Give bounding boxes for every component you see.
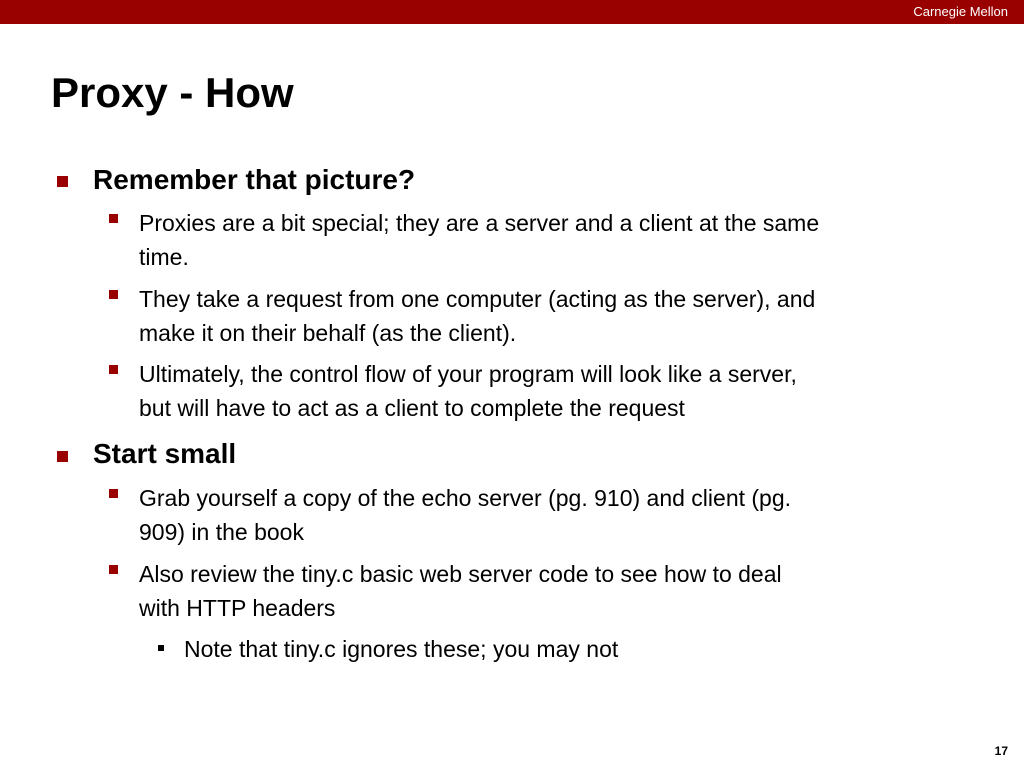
sub-bullet-line: time. <box>139 244 189 270</box>
sub-bullet-line: with HTTP headers <box>139 595 336 621</box>
square-bullet-icon <box>109 290 118 299</box>
square-bullet-icon <box>109 565 118 574</box>
sub-bullet-line: make it on their behalf (as the client). <box>139 320 517 346</box>
small-square-bullet-icon <box>158 645 164 651</box>
sub-bullet-line: 909) in the book <box>139 519 304 545</box>
square-bullet-icon <box>57 176 68 187</box>
sub-bullet-line: Also review the tiny.c basic web server code to see how to deal <box>139 561 782 587</box>
org-label: Carnegie Mellon <box>913 4 1008 19</box>
sub-bullet-line: Proxies are a bit special; they are a server and a client at the same <box>139 210 820 236</box>
square-bullet-icon <box>57 451 68 462</box>
sub-bullet-line: They take a request from one computer (acting as the server), and <box>139 286 816 312</box>
square-bullet-icon <box>109 214 118 223</box>
square-bullet-icon <box>109 365 118 374</box>
sub-bullet-line: Grab yourself a copy of the echo server (pg. 910) and client (pg. <box>139 485 792 511</box>
slide-title: Proxy - How <box>51 69 294 116</box>
sub-bullet-line: but will have to act as a client to complete the request <box>139 395 685 421</box>
bullet-heading: Remember that picture? <box>93 164 416 195</box>
sub-bullet-line: Ultimately, the control flow of your program will look like a server, <box>139 361 797 387</box>
page-number: 17 <box>994 744 1008 758</box>
square-bullet-icon <box>109 489 118 498</box>
bullet-heading: Start small <box>93 438 237 469</box>
sub-sub-bullet-line: Note that tiny.c ignores these; you may not <box>184 636 619 662</box>
